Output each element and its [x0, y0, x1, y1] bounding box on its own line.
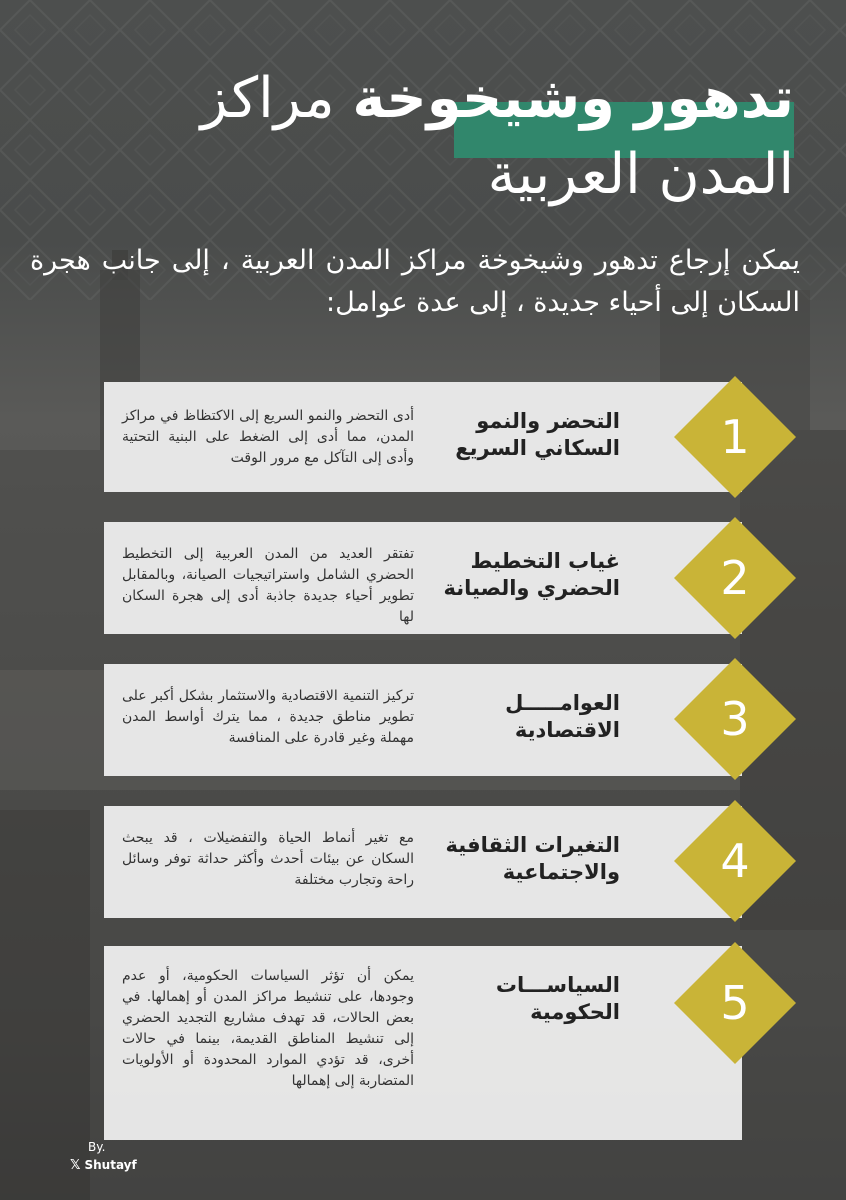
factor-card-5 — [104, 946, 742, 1140]
factor-text-4: مع تغير أنماط الحياة والتفضيلات ، قد يبحث السكان عن بيئات أحدث وأكثر حداثة توفر وسائل راحة وتجارب مختلفة — [122, 830, 414, 888]
factor-card-2 — [104, 522, 742, 634]
factor-number-3: 3 — [720, 692, 750, 746]
title-block — [94, 62, 794, 212]
intro-text: يمكن إرجاع تدهور وشيخوخة مراكز المدن العربية ، إلى جانب هجرة السكان إلى أحياء جديدة ، إلى عدة عوامل: — [30, 245, 800, 318]
title-bold-part: تدهور وشيخوخة — [352, 66, 794, 131]
credit-author-name: Shutayf — [84, 1158, 137, 1172]
factor-number-badge-4 — [672, 798, 798, 924]
credit-by-label: By. — [88, 1140, 106, 1154]
factor-number-5: 5 — [720, 976, 750, 1030]
factor-number-badge-5 — [672, 940, 798, 1066]
x-logo-icon: 𝕏 — [70, 1158, 81, 1173]
factor-text-2: تفتقر العديد من المدن العربية إلى التخطيط الحضري الشامل واستراتيجيات الصيانة، وبالمقابل تطوير أحياء جديدة جاذبة أدى إلى هجرة السكان لها — [122, 546, 414, 625]
factor-number-4: 4 — [720, 834, 750, 888]
factor-number-1: 1 — [720, 410, 750, 464]
factor-number-badge-2 — [672, 515, 798, 641]
page-subtitle: المدن العربية — [487, 142, 794, 207]
author-credit — [70, 1138, 137, 1175]
factor-title-5: السياســـات الحكومية — [495, 973, 620, 1024]
factor-card-1 — [104, 382, 742, 492]
factor-text-5: يمكن أن تؤثر السياسات الحكومية، أو عدم وجودها، على تنشيط مراكز المدن أو إهمالها. في بعض الحالات، قد تهدف مشاريع التجديد الحضري إلى تنشيط المناطق القديمة، بينما في حالات أخرى، قد تؤدي الموارد المحدودة أو الأولويات المتضاربة إلى إهمالها — [122, 968, 414, 1089]
factor-text-1: أدى التحضر والنمو السريع إلى الاكتظاظ في مراكز المدن، مما أدى إلى الضغط على البنية التحتية وأدى إلى التآكل مع مرور الوقت — [122, 408, 414, 466]
factor-text-3: تركيز التنمية الاقتصادية والاستثمار بشكل أكبر على تطوير مناطق جديدة ، مما يترك أواسط المدن مهملة وغير قادرة على المنافسة — [122, 688, 414, 746]
factor-number-badge-3 — [672, 656, 798, 782]
factor-number-2: 2 — [720, 551, 750, 605]
factor-title-4: التغيرات الثقافية والاجتماعية — [445, 833, 620, 884]
factor-number-badge-1 — [672, 374, 798, 500]
factor-card-3 — [104, 664, 742, 776]
factor-card-4 — [104, 806, 742, 918]
title-regular-part: مراكز — [200, 66, 335, 131]
factor-title-3: العوامـــــل الاقتصادية — [505, 691, 620, 742]
factor-title-2: غياب التخطيط الحضري والصيانة — [443, 549, 620, 600]
page-title — [201, 62, 794, 136]
factor-title-1: التحضر والنمو السكاني السريع — [455, 409, 620, 460]
